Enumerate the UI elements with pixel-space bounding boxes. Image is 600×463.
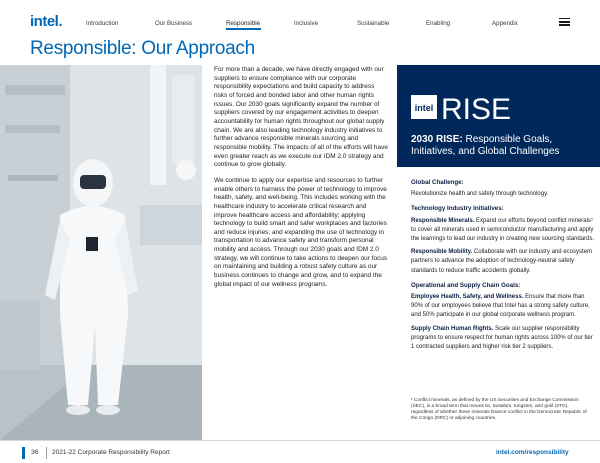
panel-header bbox=[397, 65, 600, 167]
goal-item: Employee Health, Safety, and Wellness. Ensure that more than 90% of our employees believe that Intel has a strong safety culture, and 50% participate in our global corporate wellness program. bbox=[411, 294, 590, 319]
rise-logo-brand: intel bbox=[414, 103, 434, 113]
body-text bbox=[214, 66, 388, 296]
nav-responsible[interactable]: Responsible bbox=[226, 20, 261, 27]
nav-enabling[interactable]: Enabling bbox=[426, 20, 451, 27]
body-paragraph: For more than a decade, we have directly engaged with our suppliers to ensure compliance with our corporate responsibility expectations and build capacity to address risks of forced and bonded labor and other human rights issues. Our 2030 goals significantly expand the number of suppliers covered by our engagement activities to deepen accountability for human rights throughout our global supply chain. We are also leading technology industry initiatives to further advance responsible minerals sourcing and responsible mobility. The impacts of all of the efforts will have even greater reach as we execute our IDM 2.0 strategy and continue to grow globally. bbox=[214, 66, 388, 169]
global-challenge-label: Global Challenge: bbox=[411, 179, 464, 186]
nav-sustainable[interactable]: Sustainable bbox=[357, 20, 390, 27]
cleanroom-worker-photo bbox=[0, 65, 202, 440]
nav-our-business[interactable]: Our Business bbox=[155, 20, 193, 27]
global-challenge-text: Revolutionize health and safety through technology. bbox=[411, 191, 549, 198]
panel-body bbox=[411, 173, 595, 356]
panel-heading: 2030 RISE: Responsible Goals, Initiatives, and Global Challenges bbox=[411, 134, 560, 157]
active-nav-underline bbox=[226, 28, 261, 30]
responsibility-link[interactable]: intel.com/responsibility bbox=[496, 449, 569, 456]
goal-item: Responsible Minerals. Expand our efforts beyond conflict minerals¹ to cover all minerals used in semiconductor manufacturing and apply the learnings to lead our industry in creating new sourcing standards. bbox=[411, 217, 595, 243]
nav-inclusive[interactable]: Inclusive bbox=[294, 20, 319, 27]
intel-logo[interactable]: intel. bbox=[30, 13, 63, 30]
footer-accent-bar bbox=[22, 447, 25, 459]
nav-introduction[interactable]: Introduction bbox=[86, 20, 119, 27]
page-footer bbox=[0, 440, 600, 463]
page-number: 36 bbox=[31, 449, 39, 456]
goal-item: Supply Chain Human Rights. Scale our supplier responsibility programs to ensure respect for human rights across 100% of our tier 1 contracted suppliers and higher risk tier 2 suppliers. bbox=[411, 325, 593, 351]
report-title: 2021-22 Corporate Responsibility Report bbox=[52, 449, 170, 456]
ops-goals-label: Operational and Supply Chain Goals: bbox=[411, 281, 521, 289]
body-paragraph: We continue to apply our expertise and resources to further enable others to harness the power of technology to improve health, safety, and well-being. This includes working with the healthcare industry to accelerate critical research and improve healthcare access and affordability; applying technology to build smart and safer workplaces and factories and reduce injuries; and expanding the use of technology in transportation to advance safety and transform personal mobility and access. Through our 2030 goals and IDM 2.0 strategy, we will continue to take actions to deepen our focus on maintaining and building a robust safety culture as our business continues to change and grow, and to expand the global impact of our wellness programs. bbox=[214, 176, 388, 288]
rise-logo-word: RISE bbox=[441, 93, 511, 123]
tech-initiatives-label: Technology Industry Initiatives: bbox=[411, 205, 504, 213]
cleanroom-illustration bbox=[0, 65, 202, 440]
hamburger-menu-icon[interactable] bbox=[559, 18, 570, 26]
footer-divider bbox=[46, 447, 47, 459]
top-navigation bbox=[0, 0, 600, 36]
goal-item: Responsible Mobility. Collaborate with our industry and ecosystem partners to advance the adoption of technology-neutral safety standards to reduce traffic accidents globally. bbox=[411, 249, 592, 274]
rise-goals-panel bbox=[397, 65, 600, 440]
footnote: ¹ Conflict minerals, as defined by the US Securities and Exchange Commission (SEC), is a broad term that means tin, tantalum, tungsten, and gold (3TG), regardless of whether these minerals finance conflict in the Democratic Republic of the Congo (DRC) or adjoining countries. bbox=[411, 398, 587, 422]
page-title: Responsible: Our Approach bbox=[30, 38, 255, 59]
nav-appendix[interactable]: Appendix bbox=[492, 20, 518, 27]
intel-rise-logo bbox=[411, 91, 511, 123]
